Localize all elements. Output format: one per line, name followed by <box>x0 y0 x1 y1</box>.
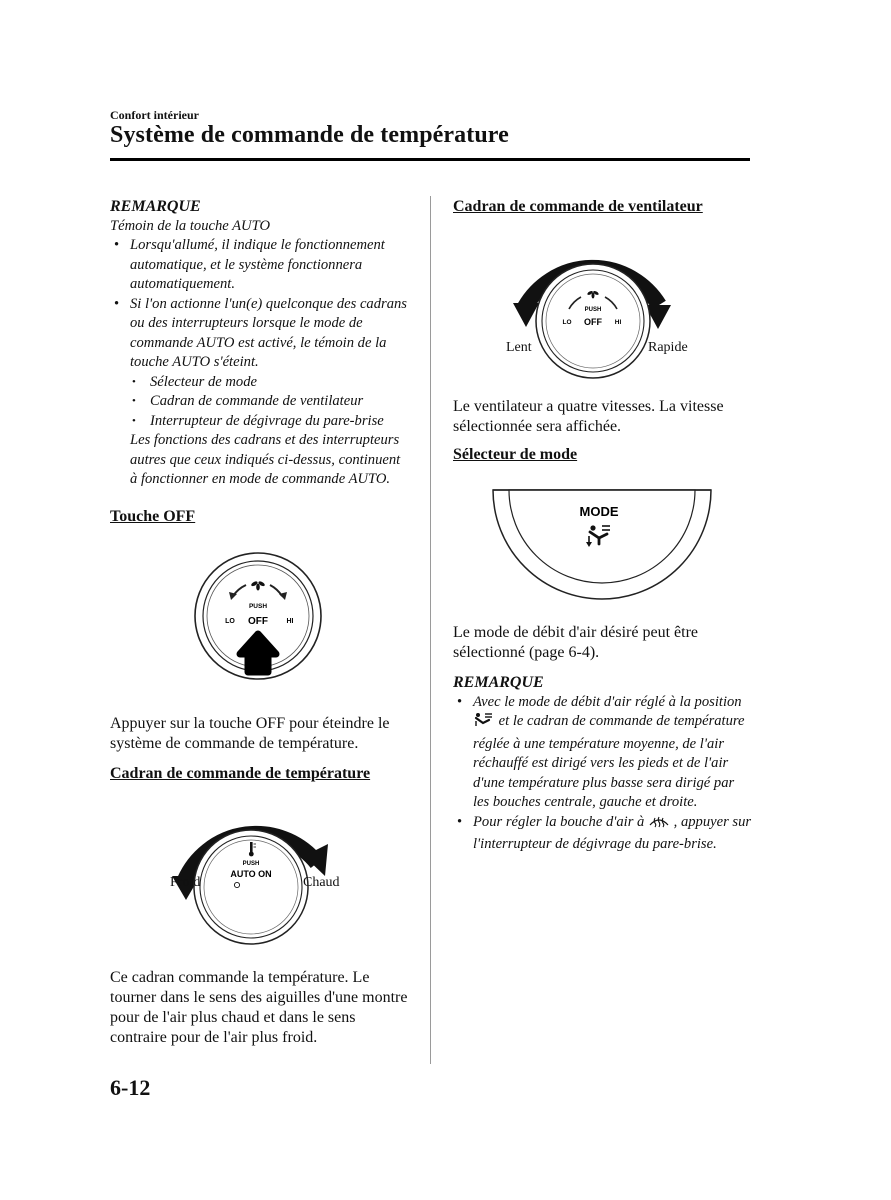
off-label: OFF <box>248 616 268 628</box>
temp-label-cold: Froid <box>170 874 201 890</box>
lo-label: LO <box>562 318 572 326</box>
fan-label-slow: Lent <box>506 339 532 355</box>
remark-sub-item: • Sélecteur de mode <box>110 373 410 393</box>
title-rule <box>110 158 750 161</box>
remark-bullet <box>453 693 753 813</box>
off-heading: Touche OFF <box>110 507 196 525</box>
remark-bullet <box>453 813 753 855</box>
push-label: PUSH <box>584 306 602 313</box>
defroster-icon <box>648 815 670 836</box>
remark-intro: Témoin de la touche AUTO <box>110 217 270 234</box>
push-label: PUSH <box>248 603 268 611</box>
auto-on-label: AUTO ON <box>230 868 272 879</box>
fan-dial-illustration <box>453 225 753 385</box>
temp-heading: Cadran de commande de température <box>110 765 371 783</box>
remark-text: , appuyer sur l'interrupteur de dégivrage du pare-brise. <box>473 813 752 853</box>
remark-bullet: • Lorsqu'allumé, il indique le fonctionnement automatique, et le système fonctionnera automatiquement. <box>110 236 410 295</box>
auto-indicator-light <box>234 882 239 887</box>
off-button-illustration <box>110 534 410 702</box>
off-description: Appuyer sur la touche OFF pour éteindre le système de commande de température. <box>110 715 390 753</box>
remark-tail: Les fonctions des cadrans et des interrupteurs autres que ceux indiqués ci-dessus, continuent à fonctionner en mode de commande AUTO. <box>130 432 401 488</box>
remark-sub-item: • Cadran de commande de ventilateur <box>110 392 410 412</box>
mode-description: Le mode de débit d'air désiré peut être sélectionné (page 6-4). <box>453 624 698 662</box>
lo-label: LO <box>225 618 235 626</box>
remark-sub-item: • Interrupteur de dégivrage du pare-brise <box>110 412 410 432</box>
column-divider <box>430 196 431 1064</box>
page-title: Système de commande de température <box>110 122 509 148</box>
remark-bullet: • Si l'on actionne l'un(e) quelconque des cadrans ou des interrupteurs lorsque le mode de commande AUTO est activé, le témoin de la touche AUTO s'éteint. <box>110 295 410 373</box>
fan-label-fast: Rapide <box>648 339 688 355</box>
mode-selector-illustration <box>453 478 753 618</box>
hi-label: HI <box>286 618 294 626</box>
mode-heading: Sélecteur de mode <box>453 445 578 463</box>
floor-vent-icon <box>473 712 495 735</box>
fan-description: Le ventilateur a quatre vitesses. La vitesse sélectionnée sera affichée. <box>453 397 724 435</box>
mode-label: MODE <box>579 504 619 520</box>
right-column <box>453 197 753 855</box>
remark-heading: REMARQUE <box>453 674 544 692</box>
hi-label: HI <box>614 318 622 326</box>
remark-text: Pour régler la bouche d'air à <box>473 813 645 830</box>
temp-description: Ce cadran commande la température. Le tourner dans le sens des aiguilles d'une montre pour de l'air plus chaud et dans le sens contraire pour de l'air plus froid. <box>110 968 408 1046</box>
left-column <box>110 197 410 1048</box>
fan-heading: Cadran de commande de ventilateur <box>453 198 703 215</box>
page-number: 6-12 <box>110 1075 151 1100</box>
push-label: PUSH <box>242 860 260 867</box>
remark-text: et le cadran de commande de température réglée à une température moyenne, de l'air réchauffé est dirigé vers les pieds et de l'air d'une température plus basse sera dirigé par les bouches centrale, gauche et droite. <box>473 713 745 811</box>
remark-text: Avec le mode de débit d'air réglé à la position <box>473 693 742 710</box>
temp-label-hot: Chaud <box>303 874 340 890</box>
off-label: OFF <box>584 316 602 327</box>
section-label: Confort intérieur <box>110 108 199 122</box>
temp-dial-illustration <box>110 788 410 958</box>
remark-heading: REMARQUE <box>110 198 201 215</box>
